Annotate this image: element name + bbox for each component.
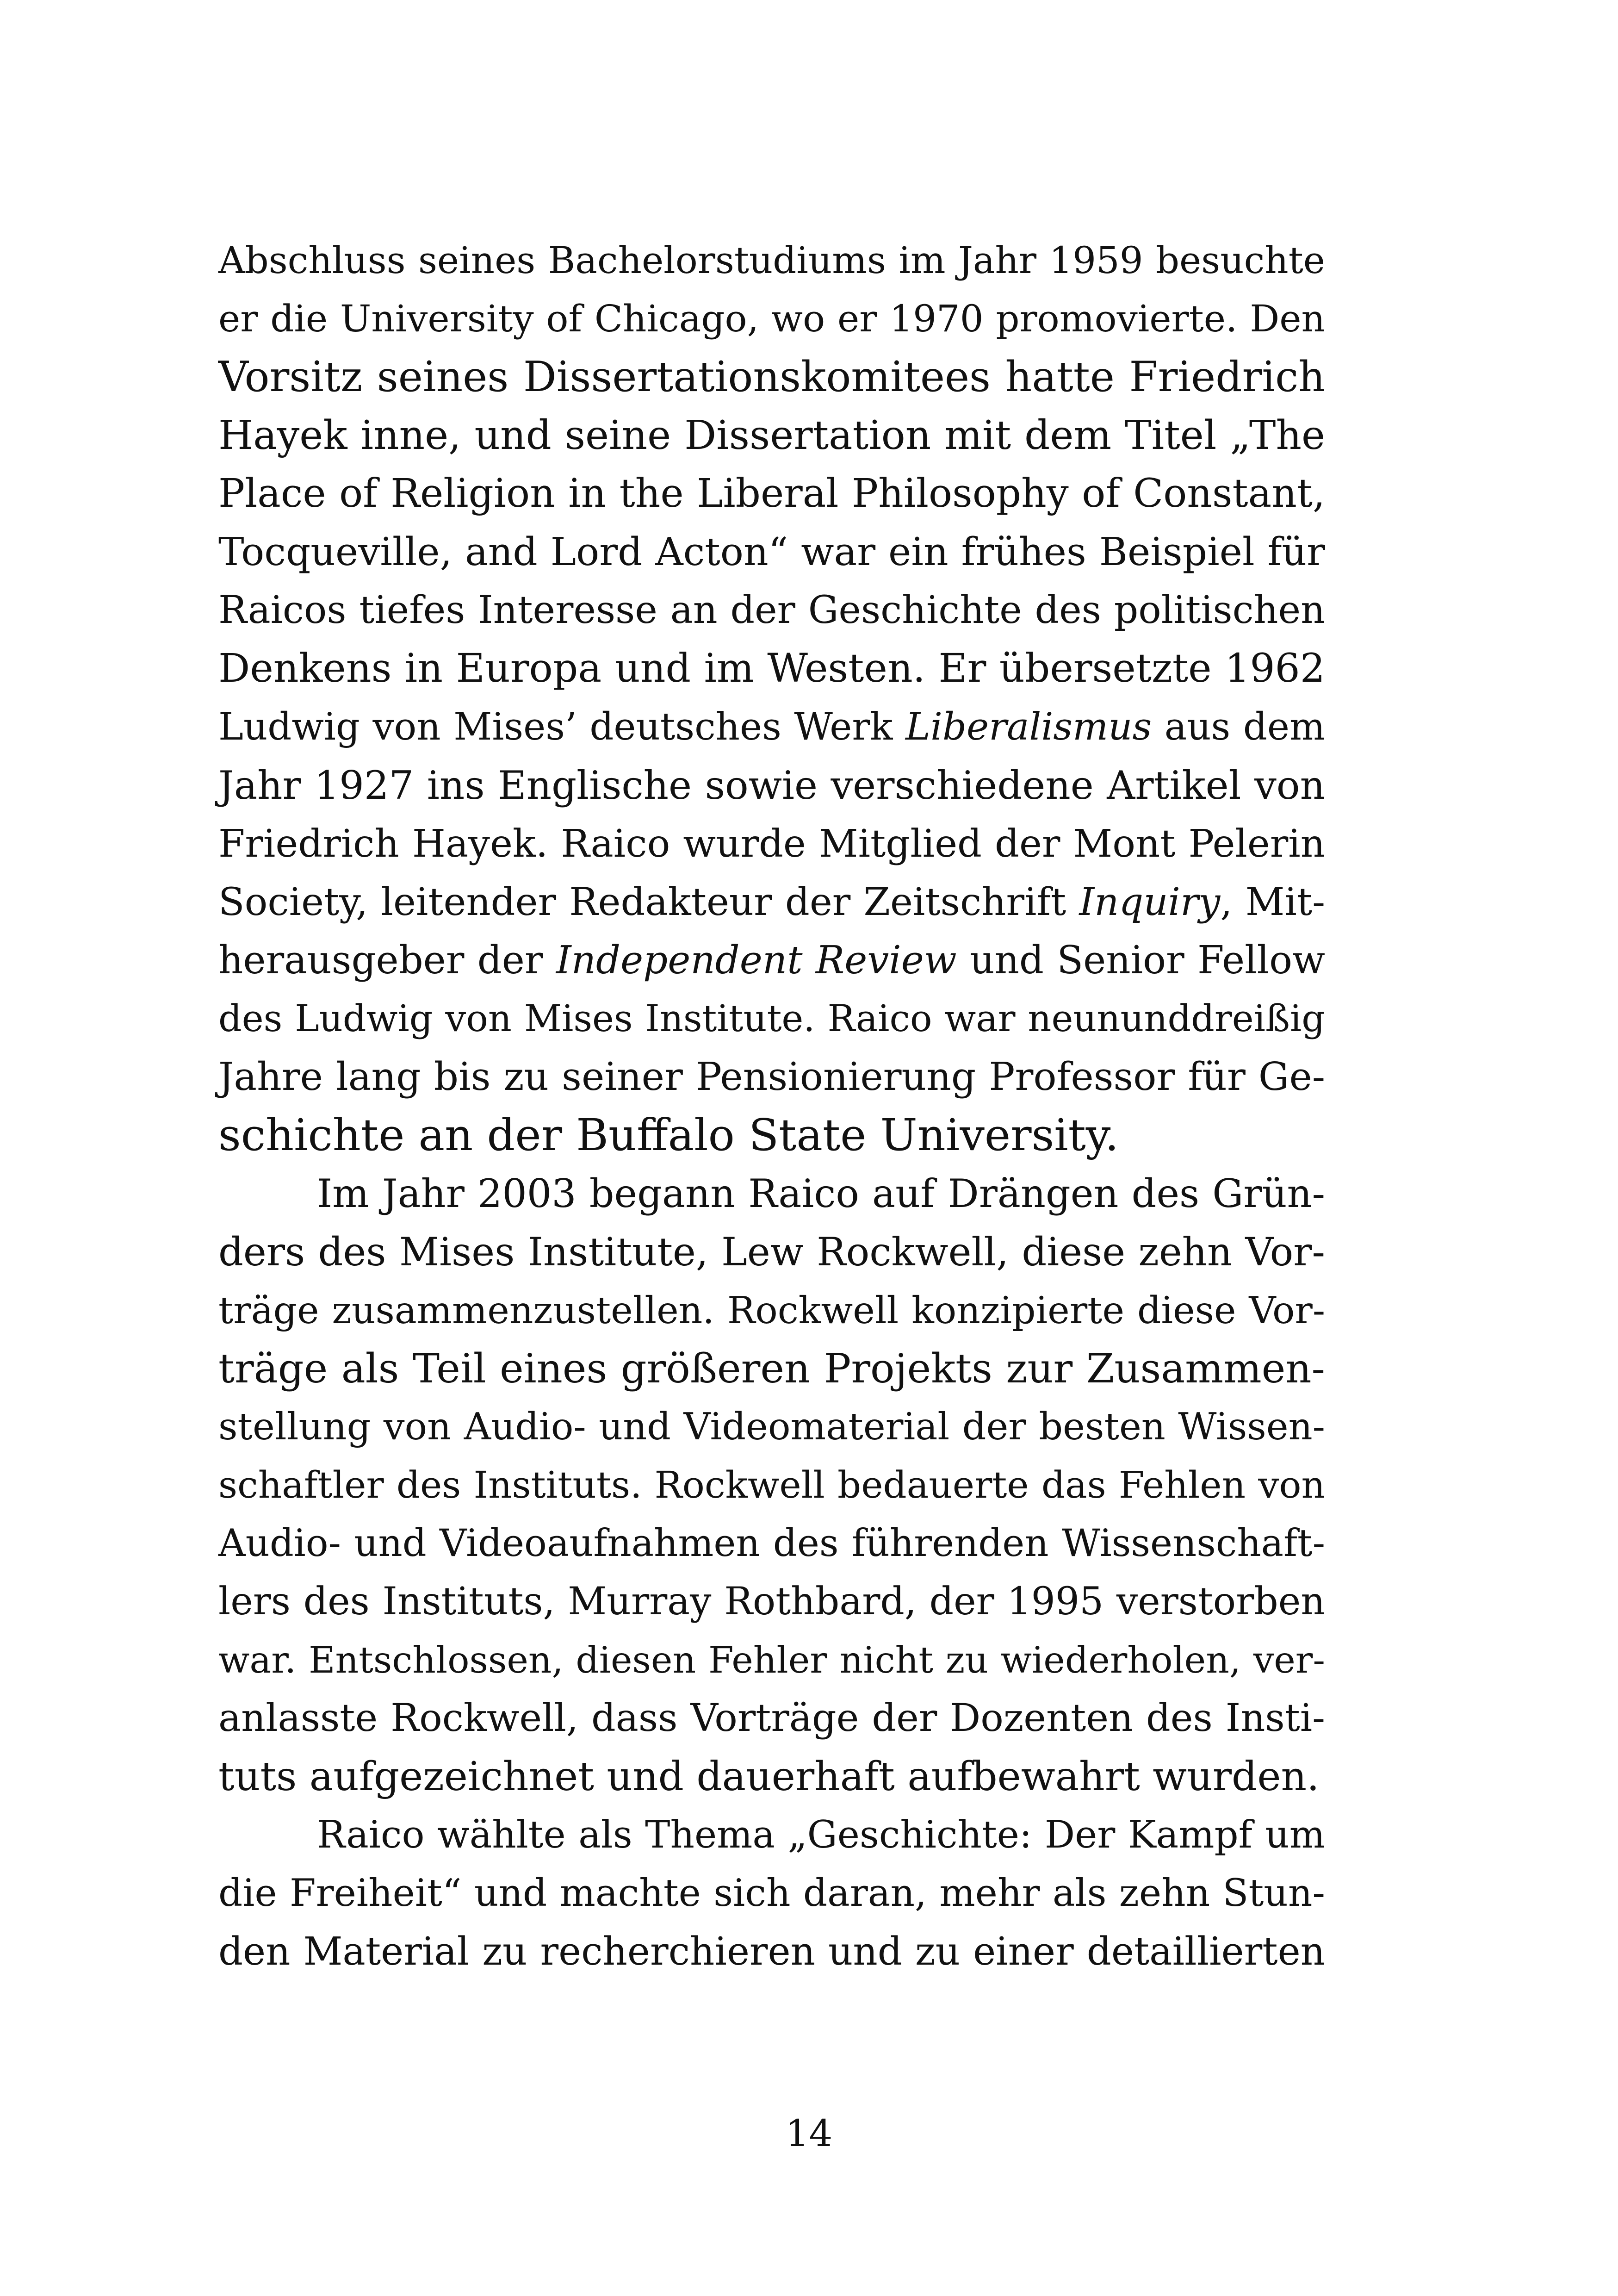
text-line: Denkens in Europa und im Westen. Er übersetzte 1962	[218, 646, 1325, 691]
text-line: lers des Instituts, Murray Rothbard, der 1995 verstorben	[218, 1580, 1325, 1624]
text-line: stellung von Audio- und Videomaterial der besten Wissen-	[218, 1405, 1325, 1449]
text-run: , Mit-	[1220, 880, 1325, 924]
text-line: war. Entschlossen, diesen Fehler nicht zu wiederholen, ver-	[218, 1639, 1325, 1681]
text-run: aus dem	[1152, 705, 1325, 749]
text-line: Raico wählte als Thema „Geschichte: Der Kampf um	[317, 1813, 1325, 1857]
text-line: Tocqueville, and Lord Acton“ war ein frühes Beispiel für	[218, 529, 1325, 574]
text-line: tuts aufgezeichnet und dauerhaft aufbewahrt wurden.	[218, 1754, 1320, 1800]
text-line: Hayek inne, und seine Dissertation mit dem Titel „The	[218, 412, 1325, 459]
text-line: Place of Religion in the Liberal Philosophy of Constant,	[218, 471, 1325, 516]
paragraph	[218, 231, 1325, 1164]
text-line: anlasste Rockwell, dass Vorträge der Dozenten des Insti-	[218, 1696, 1325, 1740]
italic-title: Independent Review	[556, 938, 957, 983]
page-number: 14	[785, 2112, 833, 2155]
text-line: Jahr 1927 ins Englische sowie verschiedene Artikel von	[218, 763, 1325, 808]
text-line: des Ludwig von Mises Institute. Raico war neununddreißig	[218, 997, 1325, 1040]
text-line: träge als Teil eines größeren Projekts zur Zusammen-	[218, 1345, 1325, 1392]
text-run: Society, leitender Redakteur der Zeitschrift	[218, 880, 1079, 924]
text-run: herausgeber der	[218, 938, 556, 983]
text-line	[218, 698, 1325, 756]
text-line: Vorsitz seines Dissertationskomitees hatte Friedrich	[218, 353, 1325, 401]
text-run: Ludwig von Mises’ deutsches Werk	[218, 705, 906, 749]
text-line: die Freiheit“ und machte sich daran, mehr als zehn Stun-	[218, 1871, 1325, 1915]
text-run: und Senior Fellow	[956, 938, 1325, 983]
text-line: er die University of Chicago, wo er 1970 promovierte. Den	[218, 297, 1325, 340]
text-line: ders des Mises Institute, Lew Rockwell, diese zehn Vor-	[218, 1229, 1325, 1275]
text-line: Raicos tiefes Interesse an der Geschichte des politischen	[218, 588, 1325, 632]
italic-title: Liberalismus	[905, 705, 1152, 749]
italic-title: Inquiry	[1079, 880, 1221, 924]
paragraph	[218, 1164, 1325, 1806]
text-line: Im Jahr 2003 begann Raico auf Drängen des Grün-	[317, 1171, 1325, 1216]
paragraph	[218, 1806, 1325, 1981]
text-line: den Material zu recherchieren und zu einer detaillierten	[218, 1929, 1325, 1974]
text-line	[218, 931, 1325, 989]
text-line: schichte an der Buffalo State University.	[218, 1110, 1119, 1161]
body-text	[218, 231, 1325, 1981]
text-line: schaftler des Instituts. Rockwell bedauerte das Fehlen von	[218, 1463, 1325, 1506]
text-line: Friedrich Hayek. Raico wurde Mitglied der Mont Pelerin	[218, 821, 1325, 866]
text-line: Jahre lang bis zu seiner Pensionierung Professor für Ge-	[218, 1054, 1325, 1099]
text-line: träge zusammenzustellen. Rockwell konzipierte diese Vor-	[218, 1288, 1325, 1332]
text-line: Audio- und Videoaufnahmen des führenden Wissenschaft-	[218, 1522, 1325, 1565]
text-line: Abschluss seines Bachelorstudiums im Jahr 1959 besuchte	[218, 239, 1325, 282]
text-line	[218, 873, 1325, 931]
